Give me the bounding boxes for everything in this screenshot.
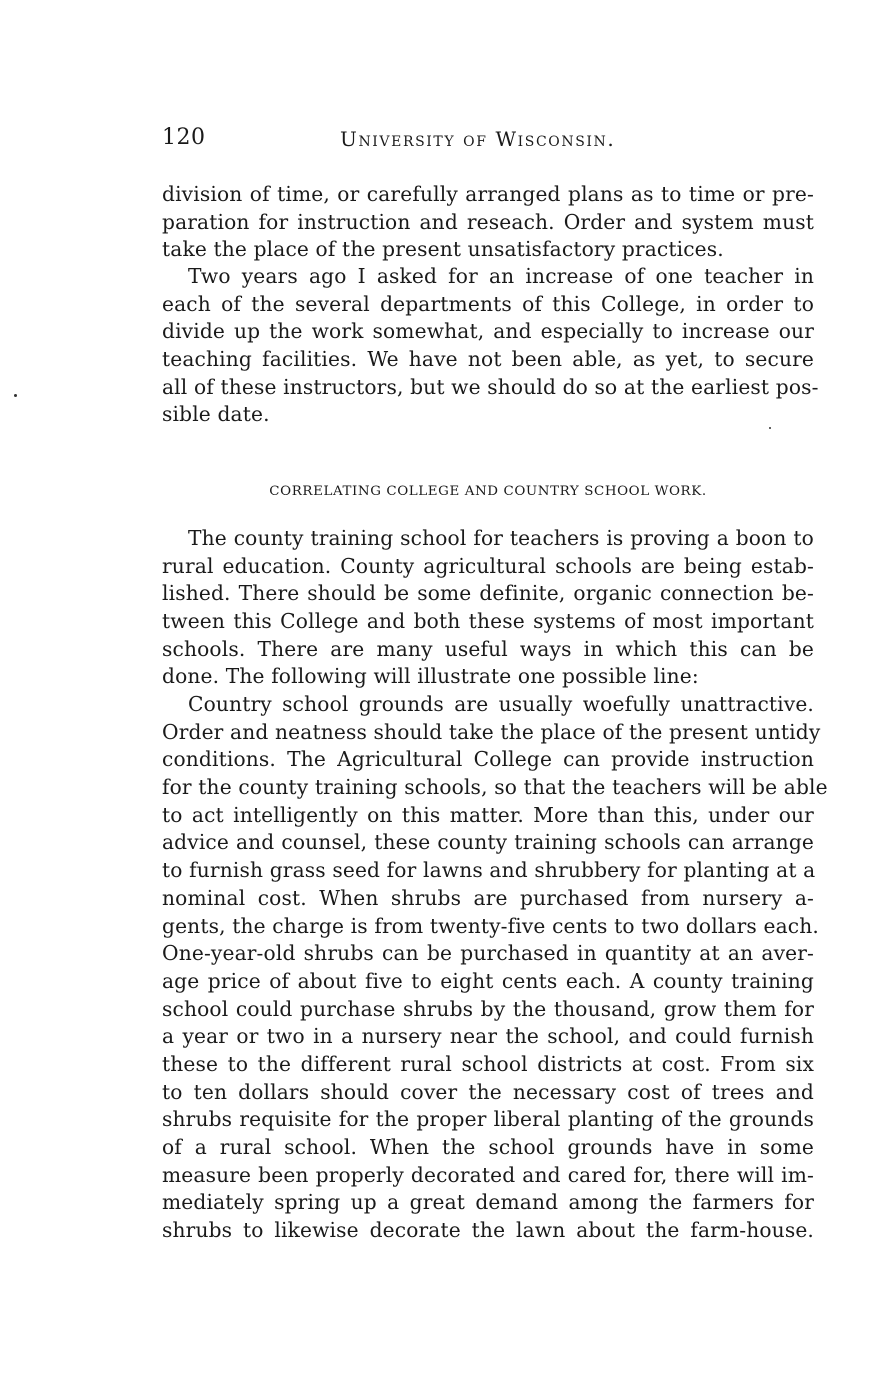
text-line: Two years ago I asked for an increase of one teacher in — [188, 264, 814, 288]
section-heading: CORRELATING COLLEGE AND COUNTRY SCHOOL WORK. — [269, 484, 707, 499]
text-line: Country school grounds are usually woefully unattractive. — [188, 692, 814, 716]
text-line: measure been properly decorated and cared for, there will im- — [162, 1162, 814, 1187]
text-line: paration for instruction and reseach. Order and system must — [162, 209, 814, 234]
text-line: these to the different rural school districts at cost. From six — [162, 1051, 814, 1076]
text-line: done. The following will illustrate one possible line: — [162, 664, 699, 689]
text-line: age price of about five to eight cents each. A county training — [162, 968, 814, 993]
text-line: of a rural school. When the school grounds have in some — [162, 1135, 814, 1159]
paragraph-1 — [162, 181, 814, 264]
text-line: take the place of the present unsatisfactory practices. — [162, 237, 724, 262]
text-line: lished. There should be some definite, organic connection be- — [162, 581, 814, 606]
scan-speck — [769, 427, 771, 429]
text-line: rural education. County agricultural schools are being estab- — [162, 553, 814, 578]
paragraph-2 — [162, 263, 819, 429]
text-line: nominal cost. When shrubs are purchased from nursery a- — [162, 885, 814, 910]
text-line: shrubs to likewise decorate the lawn about the farm-house. — [162, 1218, 814, 1243]
text-line: conditions. The Agricultural College can provide instruction — [162, 747, 814, 772]
text-line: sible date. — [162, 402, 270, 427]
text-line: for the county training schools, so that the teachers will be able — [162, 775, 828, 800]
text-line: mediately spring up a great demand among the farmers for — [162, 1190, 814, 1215]
text-line: gents, the charge is from twenty-five cents to two dollars each. — [162, 913, 819, 938]
text-line: Order and neatness should take the place of the present untidy — [162, 719, 821, 744]
running-head — [162, 125, 817, 159]
text-line: to ten dollars should cover the necessary cost of trees and — [162, 1079, 814, 1104]
text-line: tween this College and both these systems of most important — [162, 609, 814, 634]
page-number: 120 — [162, 125, 206, 150]
text-line: all of these instructors, but we should do so at the earliest pos- — [162, 374, 819, 399]
section-paragraph-1 — [162, 525, 814, 691]
section-paragraph-2 — [162, 691, 828, 1245]
text-line: schools. There are many useful ways in which this can be — [162, 636, 814, 661]
text-line: to act intelligently on this matter. More than this, under our — [162, 802, 814, 827]
text-line: school could purchase shrubs by the thousand, grow them for — [162, 996, 814, 1021]
text-line: One-year-old shrubs can be purchased in quantity at an aver- — [162, 941, 814, 966]
scan-speck — [14, 394, 17, 397]
text-line: teaching facilities. We have not been able, as yet, to secure — [162, 347, 814, 372]
text-line: to furnish grass seed for lawns and shrubbery for planting at a — [162, 858, 816, 883]
text-line: shrubs requisite for the proper liberal planting of the grounds — [162, 1107, 814, 1132]
text-line: divide up the work somewhat, and especially to increase our — [162, 319, 814, 344]
text-line: advice and counsel, these county training schools can arrange — [162, 830, 814, 855]
text-line: The county training school for teachers is proving a boon to — [188, 526, 814, 550]
text-line: a year or two in a nursery near the school, and could furnish — [162, 1024, 814, 1049]
text-line: each of the several departments of this College, in order to — [162, 291, 814, 316]
running-title: University of Wisconsin. — [340, 127, 616, 151]
text-line: division of time, or carefully arranged plans as to time or pre- — [162, 182, 814, 206]
